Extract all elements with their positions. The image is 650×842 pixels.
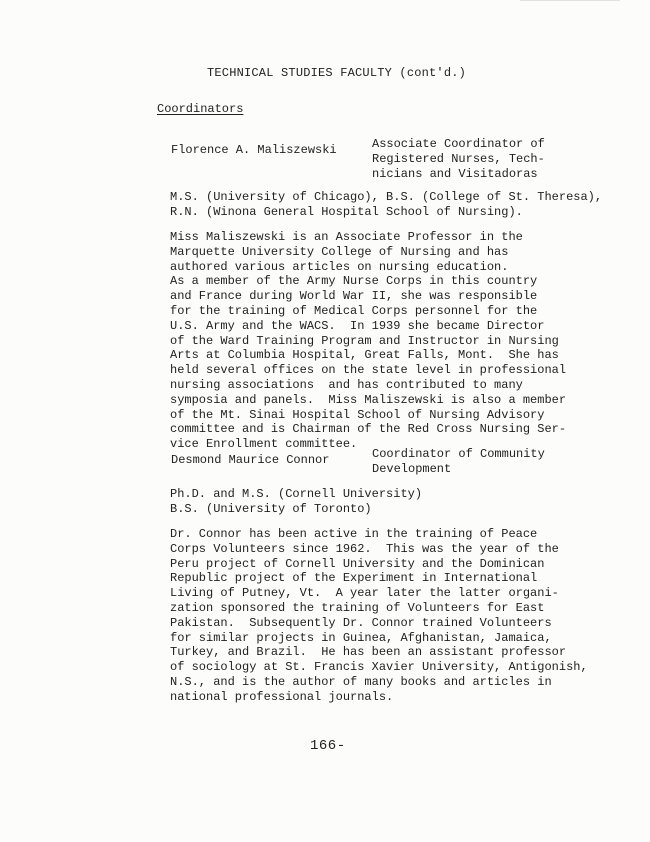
bio-line: authored various articles on nursing education. [170,259,509,274]
degree-line: B.S. (University of Toronto) [170,501,372,516]
bio-line: Miss Maliszewski is an Associate Professor in the [170,230,523,244]
faculty-degrees [170,190,602,220]
bio-line: Living of Putney, Vt. A year later the latter organi- [170,586,559,601]
bio-line: U.S. Army and the WACS. In 1939 she became Director [170,318,545,333]
bio-line: Corps Volunteers since 1962. This was the year of the [170,541,559,556]
bio-line: of the Mt. Sinai Hospital School of Nursing Advisory [170,407,545,422]
bio-line: zation sponsored the training of Volunteers for East [170,600,545,615]
faculty-degrees [170,487,422,517]
bio-line: Peru project of Cornell University and the Dominican [170,556,545,571]
bio-line: Republic project of the Experiment in International [170,571,538,586]
bio-line: for similar projects in Guinea, Afghanistan, Jamaica, [170,630,552,645]
page-header: TECHNICAL STUDIES FACULTY (cont'd.) [207,66,467,80]
title-line: Registered Nurses, Tech- [372,151,545,166]
bio-line: N.S., and is the author of many books and articles in [170,674,552,689]
bio-line: held several offices on the state level in professional [170,363,567,378]
bio-line: of sociology at St. Francis Xavier University, Antigonish, [170,660,588,675]
title-line: nicians and Visitadoras [372,166,538,181]
page-number: 166- [310,738,346,754]
bio-line: and France during World War II, she was responsible [170,289,538,304]
bio-line: Pakistan. Subsequently Dr. Connor trained Volunteers [170,615,552,630]
bio-line: of the Ward Training Program and Instructor in Nursing [170,333,559,348]
title-line: Coordinator of Community [372,447,545,461]
degree-line: R.N. (Winona General Hospital School of Nursing). [170,204,523,219]
bio-line: Turkey, and Brazil. He has been an assistant professor [170,645,567,660]
faculty-name: Florence A. Maliszewski [171,143,337,157]
bio-line: for the training of Medical Corps personnel for the [170,303,538,318]
bio-line: vice Enrollment committee. [170,437,358,452]
title-line: Development [372,461,452,476]
scan-edge-mark [520,0,620,1]
degree-line: M.S. (University of Chicago), B.S. (College of St. Theresa), [170,190,603,204]
bio-line: As a member of the Army Nurse Corps in this country [170,274,538,289]
bio-line: symposia and panels. Miss Maliszewski is also a member [170,392,567,407]
bio-line: committee and is Chairman of the Red Cross Nursing Ser- [170,422,567,437]
faculty-biography [170,527,588,705]
bio-line: Marquette University College of Nursing and has [170,244,509,259]
faculty-biography [170,230,566,452]
faculty-title [372,447,545,477]
bio-line: national professional journals. [170,689,394,704]
bio-line: Arts at Columbia Hospital, Great Falls, Mont. She has [170,348,559,363]
title-line: Associate Coordinator of [372,137,545,151]
section-heading: Coordinators [157,102,244,116]
degree-line: Ph.D. and M.S. (Cornell University) [170,487,423,501]
bio-line: nursing associations and has contributed to many [170,377,523,392]
bio-line: Dr. Connor has been active in the training of Peace [170,527,538,541]
faculty-title [372,137,545,181]
faculty-name: Desmond Maurice Connor [171,453,330,467]
